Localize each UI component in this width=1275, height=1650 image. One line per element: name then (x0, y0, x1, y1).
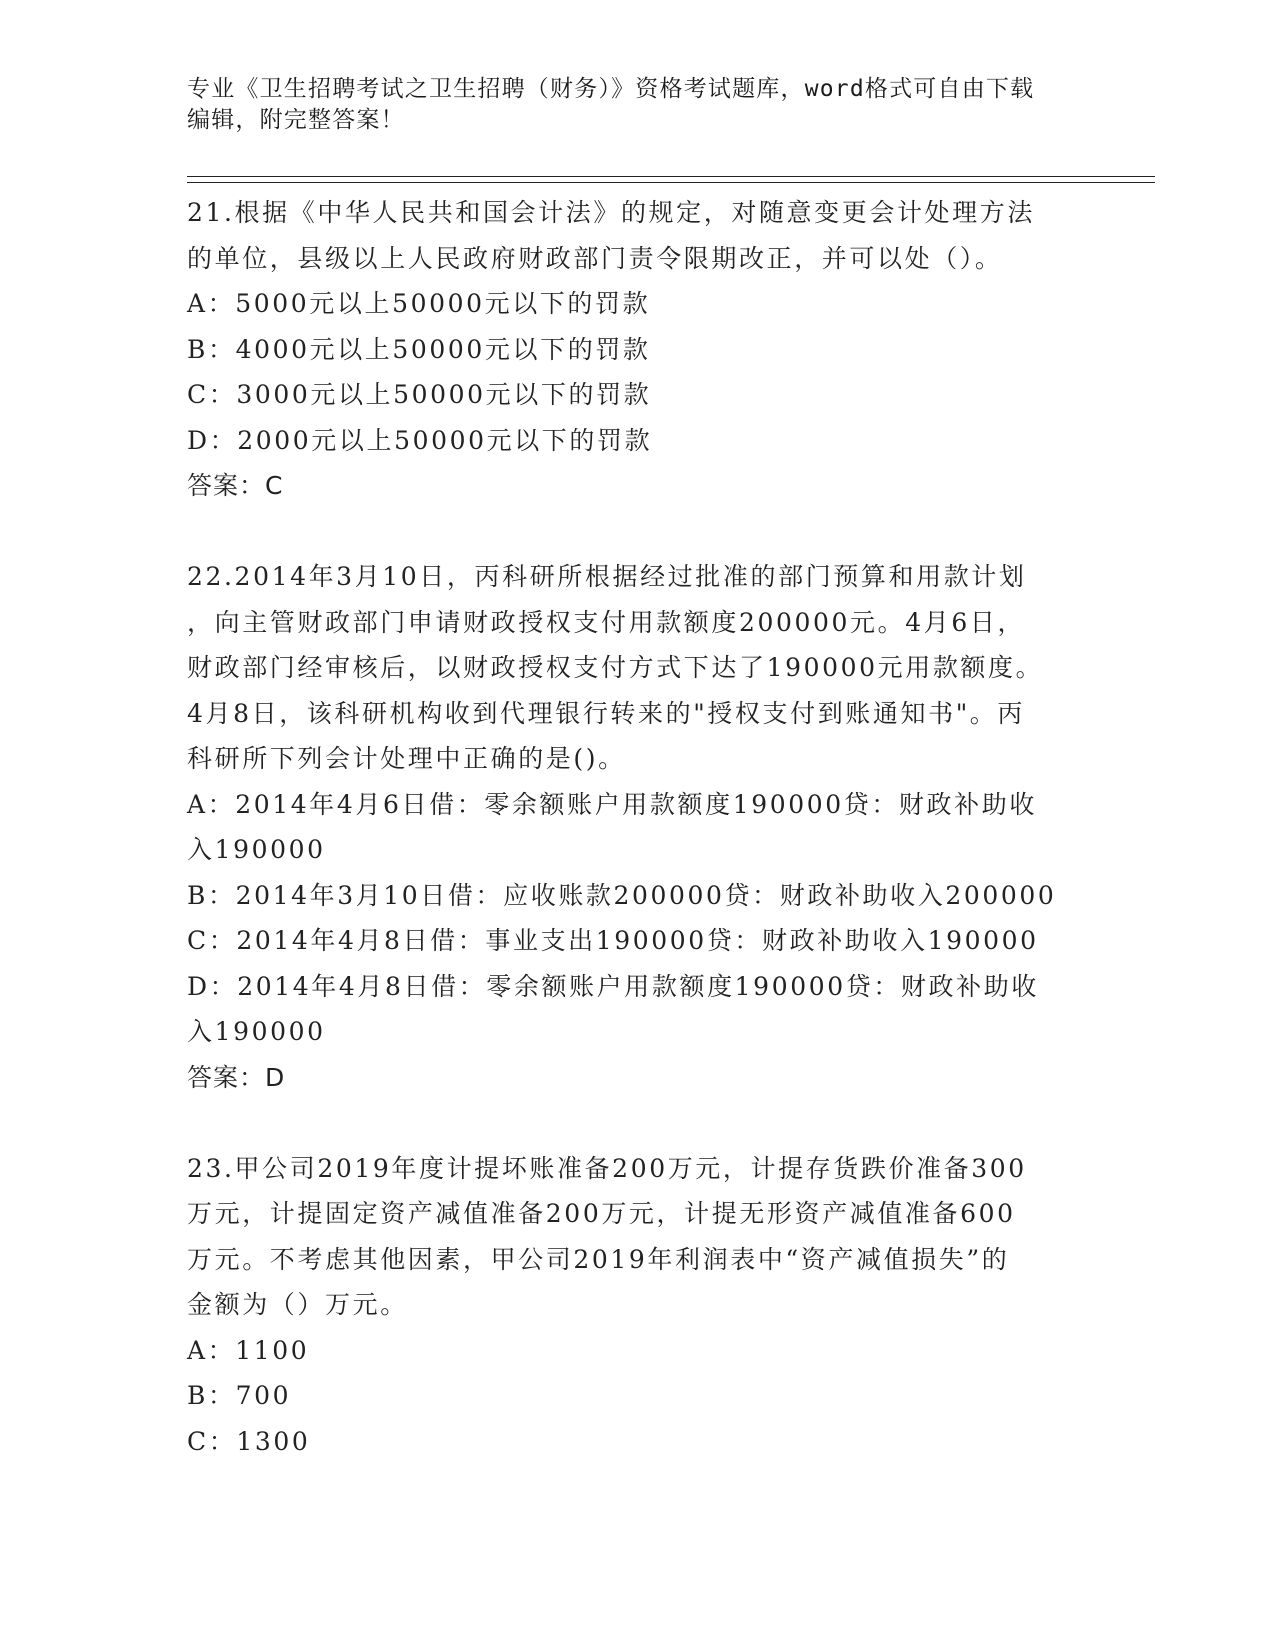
header-divider-bottom (187, 182, 1155, 183)
question-22-option-c: C：2014年4月8日借：事业支出190000贷：财政补助收入190000 (187, 926, 1039, 955)
question-23-stem-line-1: 23.甲公司2019年度计提坏账准备200万元，计提存货跌价准备300 (187, 1153, 1027, 1183)
question-22-stem-line-5: 科研所下列会计处理中正确的是()。 (187, 744, 626, 773)
document-header (187, 74, 1067, 136)
question-22 (187, 554, 1087, 1100)
question-22-option-b: B：2014年3月10日借：应收账款200000贷：财政补助收入200000 (187, 880, 1057, 910)
question-22-stem-line-1: 22.2014年3月10日，丙科研所根据经过批准的部门预算和用款计划 (187, 562, 1027, 591)
question-22-stem-line-3: 财政部门经审核后，以财政授权支付方式下达了190000元用款额度。 (187, 653, 1044, 682)
question-23-option-b: B：700 (187, 1381, 292, 1410)
question-22-option-d-cont: 入190000 (187, 1017, 326, 1046)
question-22-answer: 答案：D (187, 1062, 286, 1092)
question-21-answer: 答案：C (187, 471, 284, 500)
question-21-option-c: C：3000元以上50000元以下的罚款 (187, 380, 652, 409)
question-22-stem-line-2: ，向主管财政部门申请财政授权支付用款额度200000元。4月6日， (187, 607, 1026, 637)
question-21-option-b: B：4000元以上50000元以下的罚款 (187, 334, 651, 364)
header-line-2: 编辑，附完整答案！ (187, 107, 405, 133)
question-list (187, 190, 1087, 1464)
question-23-stem-line-4: 金额为（）万元。 (187, 1290, 408, 1319)
question-21-option-a: A：5000元以上50000元以下的罚款 (187, 289, 651, 318)
question-21-option-d: D：2000元以上50000元以下的罚款 (187, 425, 653, 455)
question-22-stem-line-4: 4月8日，该科研机构收到代理银行转来的"授权支付到账通知书"。丙 (187, 698, 1026, 728)
question-22-option-a-cont: 入190000 (187, 835, 326, 864)
question-22-option-d: D：2014年4月8日借：零余额账户用款额度190000贷：财政补助收 (187, 971, 1039, 1001)
question-spacer (187, 1100, 1087, 1146)
question-23 (187, 1146, 1087, 1465)
question-21-stem-line-1: 21.根据《中华人民共和国会计法》的规定，对随意变更会计处理方法 (187, 198, 1035, 227)
question-23-stem-line-3: 万元。不考虑其他因素，甲公司2019年利润表中“资产减值损失”的 (187, 1244, 1010, 1274)
header-divider-top (187, 176, 1155, 177)
question-22-option-a: A：2014年4月6日借：零余额账户用款额度190000贷：财政补助收 (187, 789, 1037, 819)
question-23-option-c: C：1300 (187, 1426, 311, 1456)
question-23-stem-line-2: 万元，计提固定资产减值准备200万元，计提无形资产减值准备600 (187, 1199, 1016, 1228)
question-23-option-a: A：1100 (187, 1335, 310, 1365)
header-line-1: 专业《卫生招聘考试之卫生招聘（财务）》资格考试题库，word格式可自由下载 (187, 76, 1035, 102)
question-21-stem-line-2: 的单位，县级以上人民政府财政部门责令限期改正，并可以处（）。 (187, 243, 1003, 273)
question-spacer (187, 509, 1087, 555)
question-21 (187, 190, 1087, 509)
